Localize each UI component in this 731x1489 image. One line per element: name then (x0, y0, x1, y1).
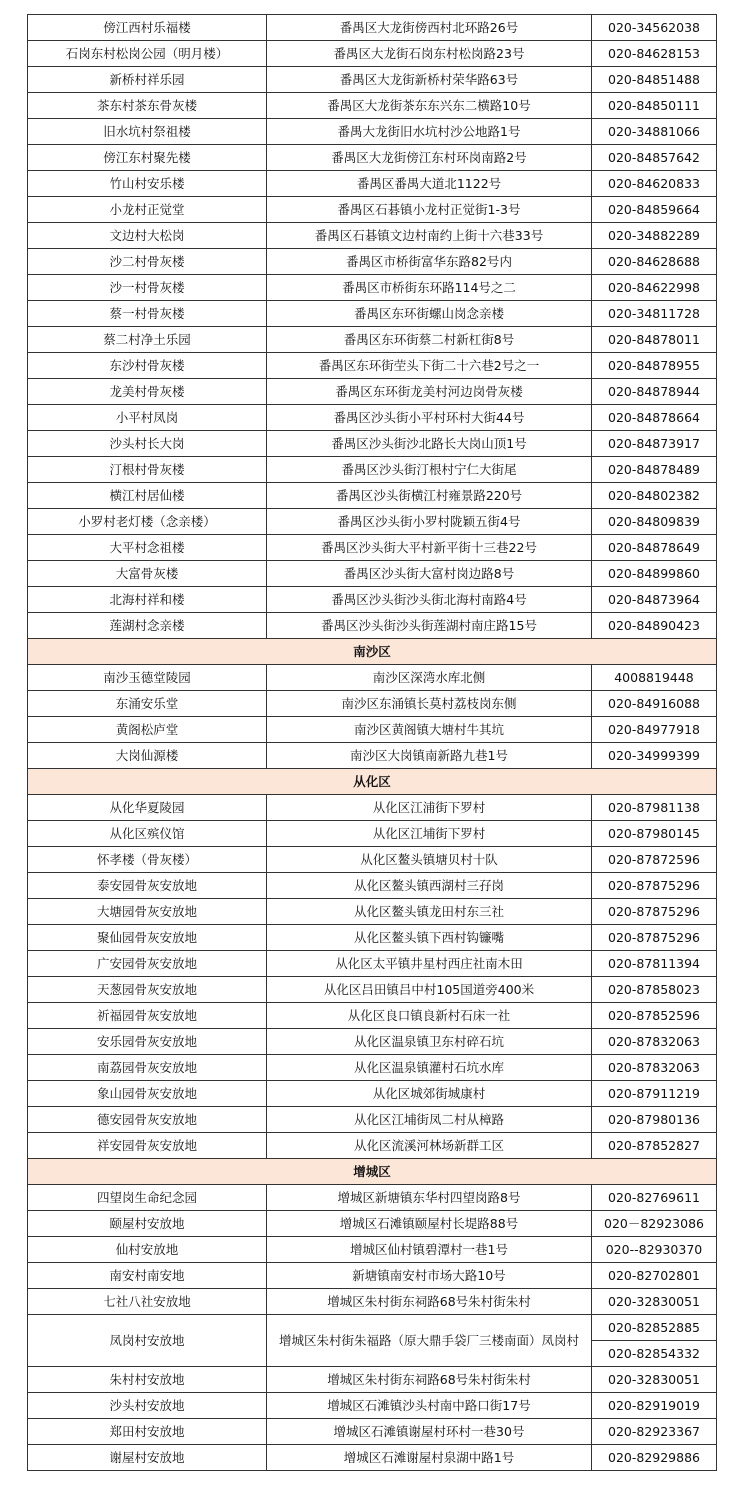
address-cell: 番禺区沙头街沙北路长大岗山顶1号 (267, 431, 592, 457)
table-row (28, 379, 717, 405)
address-cell: 番禺区沙头街沙头街莲湖村南庄路15号 (267, 613, 592, 639)
place-name-cell: 旧水坑村祭祖楼 (28, 119, 267, 145)
place-name-cell: 从化区殡仪馆 (28, 821, 267, 847)
table-row (28, 509, 717, 535)
section-row (28, 639, 717, 665)
place-name-cell: 沙一村骨灰楼 (28, 275, 267, 301)
place-name-cell: 新桥村祥乐园 (28, 67, 267, 93)
address-cell: 南沙区黄阁镇大塘村牛其坑 (267, 717, 592, 743)
place-name-cell: 蔡一村骨灰楼 (28, 301, 267, 327)
place-name-cell: 祈福园骨灰安放地 (28, 1003, 267, 1029)
place-name-cell: 德安园骨灰安放地 (28, 1107, 267, 1133)
table-row (28, 925, 717, 951)
address-cell: 番禺区沙头街沙头街北海村南路4号 (267, 587, 592, 613)
table-row (28, 1055, 717, 1081)
phone-cell: 020-87875296 (592, 899, 717, 925)
address-cell: 番禺区东环街龙美村河边岗骨灰楼 (267, 379, 592, 405)
place-name-cell: 安乐园骨灰安放地 (28, 1029, 267, 1055)
place-name-cell: 黄阁松庐堂 (28, 717, 267, 743)
phone-cell: 020-87980145 (592, 821, 717, 847)
place-name-cell: 莲湖村念亲楼 (28, 613, 267, 639)
place-name-cell: 七社八社安放地 (28, 1289, 267, 1315)
table-row (28, 1419, 717, 1445)
address-cell: 从化区江埔街下罗村 (267, 821, 592, 847)
place-name-cell: 沙头村安放地 (28, 1393, 267, 1419)
table-row (28, 535, 717, 561)
address-cell: 增城区石滩镇颐屋村长堤路88号 (267, 1211, 592, 1237)
section-row (28, 1159, 717, 1185)
place-name-cell: 朱村村安放地 (28, 1367, 267, 1393)
table-row (28, 1211, 717, 1237)
table-row (28, 821, 717, 847)
table-row (28, 353, 717, 379)
address-cell: 番禺大龙街旧水坑村沙公地路1号 (267, 119, 592, 145)
address-cell: 从化区江埔街凤二村从樟路 (267, 1107, 592, 1133)
phone-cell: 020-84802382 (592, 483, 717, 509)
place-name-cell: 文边村大松岗 (28, 223, 267, 249)
table-row (28, 587, 717, 613)
address-cell: 从化区城郊街城康村 (267, 1081, 592, 1107)
phone-cell: 020-82852885 (592, 1315, 717, 1341)
phone-cell: 020-84620833 (592, 171, 717, 197)
address-cell: 南沙区东涌镇长莫村荔枝岗东侧 (267, 691, 592, 717)
phone-cell: 020-87875296 (592, 873, 717, 899)
table-row (28, 1263, 717, 1289)
table-row (28, 301, 717, 327)
table-row (28, 1185, 717, 1211)
place-name-cell: 大塘园骨灰安放地 (28, 899, 267, 925)
phone-cell: 020-87852827 (592, 1133, 717, 1159)
phone-cell: 020-87832063 (592, 1029, 717, 1055)
address-cell: 番禺区沙头街小平村环村大街44号 (267, 405, 592, 431)
phone-cell: 020-34881066 (592, 119, 717, 145)
table-row (28, 665, 717, 691)
phone-cell: 020-84878664 (592, 405, 717, 431)
address-cell: 增城区朱村街东祠路68号朱村街朱村 (267, 1367, 592, 1393)
phone-cell: 020-84977918 (592, 717, 717, 743)
address-cell: 番禺区沙头街汀根村宁仁大街尾 (267, 457, 592, 483)
section-heading: 南沙区 (28, 639, 717, 665)
place-name-cell: 横江村居仙楼 (28, 483, 267, 509)
phone-cell: 020-87832063 (592, 1055, 717, 1081)
phone-cell: 020-82702801 (592, 1263, 717, 1289)
place-name-cell: 竹山村安乐楼 (28, 171, 267, 197)
place-name-cell: 大岗仙源楼 (28, 743, 267, 769)
address-cell: 番禺区大龙街新桥村荣华路63号 (267, 67, 592, 93)
table-row (28, 1133, 717, 1159)
table-row (28, 873, 717, 899)
place-name-cell: 南安村南安地 (28, 1263, 267, 1289)
phone-cell: 020-84878011 (592, 327, 717, 353)
place-name-cell: 东涌安乐堂 (28, 691, 267, 717)
place-name-cell: 大平村念祖楼 (28, 535, 267, 561)
address-cell: 番禺区大龙街茶东东兴东二横路10号 (267, 93, 592, 119)
table-row (28, 67, 717, 93)
address-cell: 番禺区石碁镇文边村南约上街十六巷33号 (267, 223, 592, 249)
address-cell: 番禺区市桥街富华东路82号内 (267, 249, 592, 275)
phone-cell: 020-84899860 (592, 561, 717, 587)
address-cell: 从化区流溪河林场新群工区 (267, 1133, 592, 1159)
section-heading: 增城区 (28, 1159, 717, 1185)
phone-cell: 020-87875296 (592, 925, 717, 951)
directory-table (27, 14, 717, 1471)
phone-cell: 020--82930370 (592, 1237, 717, 1263)
address-cell: 从化区太平镇井星村西庄社南木田 (267, 951, 592, 977)
place-name-cell: 汀根村骨灰楼 (28, 457, 267, 483)
table-row (28, 951, 717, 977)
phone-cell: 020-87980136 (592, 1107, 717, 1133)
table-row (28, 691, 717, 717)
table-row (28, 145, 717, 171)
place-name-cell: 四望岗生命纪念园 (28, 1185, 267, 1211)
address-cell: 南沙区大岗镇南新路九巷1号 (267, 743, 592, 769)
table-row (28, 93, 717, 119)
phone-cell: 020-84878649 (592, 535, 717, 561)
phone-cell: 020-87911219 (592, 1081, 717, 1107)
phone-cell: 020-84916088 (592, 691, 717, 717)
phone-cell: 020-84873917 (592, 431, 717, 457)
table-row (28, 1029, 717, 1055)
place-name-cell: 小罗村老灯楼（念亲楼） (28, 509, 267, 535)
phone-cell: 020-84878955 (592, 353, 717, 379)
table-row (28, 1003, 717, 1029)
address-cell: 番禺区石碁镇小龙村正觉街1-3号 (267, 197, 592, 223)
phone-cell: 020-34999399 (592, 743, 717, 769)
phone-cell: 020-84851488 (592, 67, 717, 93)
address-cell: 从化区鳌头镇龙田村东三社 (267, 899, 592, 925)
place-name-cell: 祥安园骨灰安放地 (28, 1133, 267, 1159)
address-cell: 番禺区沙头街大富村岗边路8号 (267, 561, 592, 587)
table-row (28, 717, 717, 743)
table-row (28, 171, 717, 197)
phone-cell: 020-87858023 (592, 977, 717, 1003)
phone-cell: 020-84857642 (592, 145, 717, 171)
table-row (28, 847, 717, 873)
table-row (28, 1393, 717, 1419)
table-row (28, 561, 717, 587)
place-name-cell: 石岗东村松岗公园（明月楼） (28, 41, 267, 67)
place-name-cell: 小平村凤岗 (28, 405, 267, 431)
place-name-cell: 谢屋村安放地 (28, 1445, 267, 1471)
phone-cell: 020-84890423 (592, 613, 717, 639)
table-row (28, 197, 717, 223)
phone-cell: 020-34882289 (592, 223, 717, 249)
address-cell: 增城区石滩镇谢屋村环村一巷30号 (267, 1419, 592, 1445)
phone-cell: 020-34562038 (592, 15, 717, 41)
place-name-cell: 广安园骨灰安放地 (28, 951, 267, 977)
address-cell: 增城区石滩谢屋村泉湖中路1号 (267, 1445, 592, 1471)
place-name-cell: 傍江西村乐福楼 (28, 15, 267, 41)
place-name-cell: 聚仙园骨灰安放地 (28, 925, 267, 951)
place-name-cell: 傍江东村聚先楼 (28, 145, 267, 171)
address-cell: 番禺区番禺大道北1122号 (267, 171, 592, 197)
address-cell: 增城区新塘镇东华村四望岗路8号 (267, 1185, 592, 1211)
address-cell: 增城区仙村镇碧潭村一巷1号 (267, 1237, 592, 1263)
place-name-cell: 怀孝楼（骨灰楼） (28, 847, 267, 873)
place-name-cell: 北海村祥和楼 (28, 587, 267, 613)
section-heading: 从化区 (28, 769, 717, 795)
address-cell: 南沙区深湾水库北侧 (267, 665, 592, 691)
table-row (28, 1107, 717, 1133)
place-name-cell: 南荔园骨灰安放地 (28, 1055, 267, 1081)
table-row (28, 15, 717, 41)
phone-cell: 020-82769611 (592, 1185, 717, 1211)
address-cell: 从化区温泉镇卫东村碎石坑 (267, 1029, 592, 1055)
phone-cell: 020-87981138 (592, 795, 717, 821)
phone-cell: 020-84878944 (592, 379, 717, 405)
phone-cell: 020-87852596 (592, 1003, 717, 1029)
place-name-cell: 凤岗村安放地 (28, 1315, 267, 1367)
table-row (28, 1081, 717, 1107)
table-row (28, 483, 717, 509)
place-name-cell: 沙二村骨灰楼 (28, 249, 267, 275)
phone-cell: 020-82919019 (592, 1393, 717, 1419)
phone-cell: 020-84873964 (592, 587, 717, 613)
address-cell: 番禺区大龙街傍西村北环路26号 (267, 15, 592, 41)
address-cell: 新塘镇南安村市场大路10号 (267, 1263, 592, 1289)
address-cell: 从化区鳌头镇塘贝村十队 (267, 847, 592, 873)
phone-cell: 020-84628688 (592, 249, 717, 275)
address-cell: 增城区石滩镇沙头村南中路口街17号 (267, 1393, 592, 1419)
place-name-cell: 南沙玉德堂陵园 (28, 665, 267, 691)
phone-cell: 020-84850111 (592, 93, 717, 119)
phone-cell: 020-84809839 (592, 509, 717, 535)
place-name-cell: 郑田村安放地 (28, 1419, 267, 1445)
address-cell: 从化区江浦街下罗村 (267, 795, 592, 821)
table-row (28, 431, 717, 457)
address-cell: 从化区吕田镇吕中村105国道旁400米 (267, 977, 592, 1003)
place-name-cell: 龙美村骨灰楼 (28, 379, 267, 405)
table-row (28, 1289, 717, 1315)
address-cell: 番禺区沙头街小罗村陇颖五街4号 (267, 509, 592, 535)
phone-cell: 020-87811394 (592, 951, 717, 977)
phone-cell: 020-82923367 (592, 1419, 717, 1445)
table-row (28, 119, 717, 145)
table-row (28, 1315, 717, 1341)
table-row (28, 327, 717, 353)
table-row (28, 275, 717, 301)
place-name-cell: 天葱园骨灰安放地 (28, 977, 267, 1003)
address-cell: 从化区温泉镇灌村石坑水库 (267, 1055, 592, 1081)
table-row (28, 249, 717, 275)
address-cell: 从化区鳌头镇西湖村三孖岗 (267, 873, 592, 899)
address-cell: 增城区朱村街东祠路68号朱村街朱村 (267, 1289, 592, 1315)
table-row (28, 41, 717, 67)
place-name-cell: 茶东村茶东骨灰楼 (28, 93, 267, 119)
address-cell: 增城区朱村街朱福路（原大鼎手袋厂三楼南面）凤岗村 (267, 1315, 592, 1367)
table-row (28, 977, 717, 1003)
table-row (28, 405, 717, 431)
section-row (28, 769, 717, 795)
address-cell: 番禺区东环街蔡二村新杠街8号 (267, 327, 592, 353)
table-row (28, 743, 717, 769)
table-row (28, 613, 717, 639)
cemetery-directory (27, 14, 713, 1471)
place-name-cell: 仙村安放地 (28, 1237, 267, 1263)
address-cell: 番禺区大龙街傍江东村环岗南路2号 (267, 145, 592, 171)
phone-cell: 020-84878489 (592, 457, 717, 483)
table-row (28, 223, 717, 249)
phone-cell: 020－82923086 (592, 1211, 717, 1237)
place-name-cell: 象山园骨灰安放地 (28, 1081, 267, 1107)
place-name-cell: 小龙村正觉堂 (28, 197, 267, 223)
address-cell: 番禺区大龙街石岗东村松岗路23号 (267, 41, 592, 67)
phone-cell: 020-34811728 (592, 301, 717, 327)
address-cell: 从化区良口镇良新村石床一社 (267, 1003, 592, 1029)
phone-cell: 020-82854332 (592, 1341, 717, 1367)
address-cell: 番禺区沙头街大平村新平街十三巷22号 (267, 535, 592, 561)
place-name-cell: 东沙村骨灰楼 (28, 353, 267, 379)
phone-cell: 020-32830051 (592, 1367, 717, 1393)
phone-cell: 020-32830051 (592, 1289, 717, 1315)
phone-cell: 4008819448 (592, 665, 717, 691)
address-cell: 番禺区沙头街横江村雍景路220号 (267, 483, 592, 509)
address-cell: 从化区鳌头镇下西村钩镰嘴 (267, 925, 592, 951)
phone-cell: 020-84628153 (592, 41, 717, 67)
address-cell: 番禺区东环街螺山岗念亲楼 (267, 301, 592, 327)
place-name-cell: 沙头村长大岗 (28, 431, 267, 457)
place-name-cell: 大富骨灰楼 (28, 561, 267, 587)
address-cell: 番禺区市桥街东环路114号之二 (267, 275, 592, 301)
table-row (28, 457, 717, 483)
table-row (28, 1445, 717, 1471)
place-name-cell: 从化华夏陵园 (28, 795, 267, 821)
phone-cell: 020-82929886 (592, 1445, 717, 1471)
table-row (28, 899, 717, 925)
table-row (28, 795, 717, 821)
place-name-cell: 颐屋村安放地 (28, 1211, 267, 1237)
address-cell: 番禺区东环街茔头下街二十六巷2号之一 (267, 353, 592, 379)
phone-cell: 020-84622998 (592, 275, 717, 301)
place-name-cell: 蔡二村净土乐园 (28, 327, 267, 353)
phone-cell: 020-87872596 (592, 847, 717, 873)
directory-table-body (28, 15, 717, 1471)
table-row (28, 1237, 717, 1263)
place-name-cell: 泰安园骨灰安放地 (28, 873, 267, 899)
phone-cell: 020-84859664 (592, 197, 717, 223)
table-row (28, 1367, 717, 1393)
